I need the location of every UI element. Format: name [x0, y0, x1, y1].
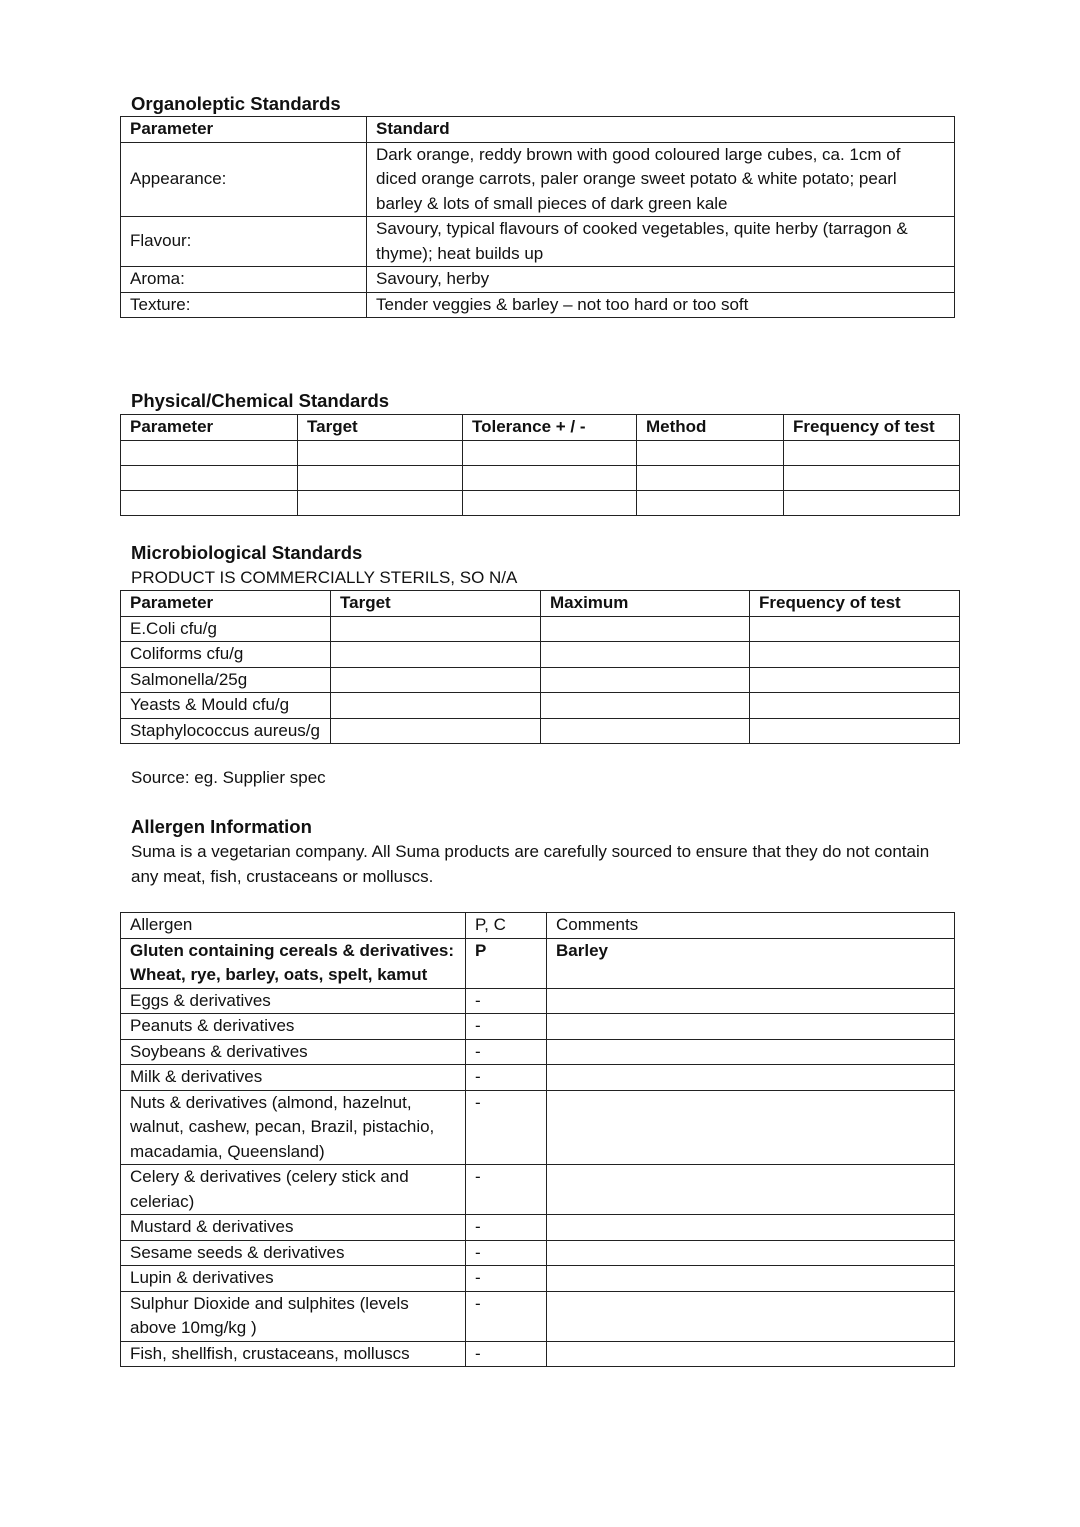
allergen-cell: Eggs & derivatives	[121, 988, 466, 1014]
table-header-row	[121, 117, 955, 143]
organoleptic-title: Organoleptic Standards	[131, 93, 341, 114]
parameter-cell: Aroma:	[121, 267, 367, 293]
comment-cell	[547, 1341, 955, 1367]
allergen-cell: Lupin & derivatives	[121, 1266, 466, 1292]
table-row	[121, 667, 960, 693]
header-cell: Parameter	[121, 117, 367, 143]
comment-cell	[547, 1240, 955, 1266]
table-row	[121, 1039, 955, 1065]
parameter-cell: Yeasts & Mould cfu/g	[121, 693, 331, 719]
table-row	[121, 1014, 955, 1040]
allergen-cell: Sulphur Dioxide and sulphites (levels above 10mg/kg )	[121, 1291, 466, 1341]
table-row	[121, 988, 955, 1014]
empty-cell	[121, 490, 298, 515]
standard-cell: Dark orange, reddy brown with good coloured large cubes, ca. 1cm of diced orange carrots, paler orange sweet potato & white potato; pearl barley & lots of small pieces of dark green kale	[367, 142, 955, 217]
table-row	[121, 1215, 955, 1241]
empty-cell	[784, 465, 960, 490]
empty-cell	[784, 440, 960, 465]
micro-title: Microbiological Standards	[131, 542, 363, 563]
pc-cell: -	[466, 1266, 547, 1292]
parameter-cell: Coliforms cfu/g	[121, 642, 331, 668]
parameter-cell: Appearance:	[121, 142, 367, 217]
allergen-cell: Mustard & derivatives	[121, 1215, 466, 1241]
pc-cell: -	[466, 1240, 547, 1266]
empty-cell	[121, 440, 298, 465]
header-cell: Maximum	[541, 591, 750, 617]
header-cell: Parameter	[121, 415, 298, 441]
empty-cell	[463, 490, 637, 515]
table-row	[121, 1240, 955, 1266]
allergen-cell: Gluten containing cereals & derivatives: Wheat, rye, barley, oats, spelt, kamut	[121, 938, 466, 988]
empty-cell	[298, 490, 463, 515]
table-row	[121, 267, 955, 293]
empty-cell	[331, 616, 541, 642]
table-row	[121, 292, 955, 318]
pc-cell: -	[466, 1039, 547, 1065]
empty-cell	[331, 667, 541, 693]
table-row	[121, 490, 960, 515]
allergen-title: Allergen Information	[131, 816, 312, 837]
parameter-cell: Staphylococcus aureus/g	[121, 718, 331, 744]
pc-cell: -	[466, 1291, 547, 1341]
empty-cell	[541, 642, 750, 668]
comment-cell: Barley	[547, 938, 955, 988]
table-row	[121, 693, 960, 719]
allergen-cell: Peanuts & derivatives	[121, 1014, 466, 1040]
pc-cell: P	[466, 938, 547, 988]
comment-cell	[547, 988, 955, 1014]
table-row	[121, 616, 960, 642]
header-cell: Target	[298, 415, 463, 441]
header-cell: P, C	[466, 913, 547, 939]
comment-cell	[547, 1014, 955, 1040]
comment-cell	[547, 1039, 955, 1065]
empty-cell	[331, 718, 541, 744]
header-cell: Target	[331, 591, 541, 617]
empty-cell	[331, 642, 541, 668]
empty-cell	[541, 693, 750, 719]
parameter-cell: Flavour:	[121, 217, 367, 267]
empty-cell	[750, 642, 960, 668]
empty-cell	[637, 490, 784, 515]
allergen-cell: Soybeans & derivatives	[121, 1039, 466, 1065]
empty-cell	[784, 490, 960, 515]
comment-cell	[547, 1291, 955, 1341]
pc-cell: -	[466, 1090, 547, 1165]
pc-cell: -	[466, 1165, 547, 1215]
standard-cell: Savoury, herby	[367, 267, 955, 293]
standard-cell: Tender veggies & barley – not too hard or too soft	[367, 292, 955, 318]
comment-cell	[547, 1065, 955, 1091]
allergen-cell: Celery & derivatives (celery stick and celeriac)	[121, 1165, 466, 1215]
comment-cell	[547, 1266, 955, 1292]
micro-source: Source: eg. Supplier spec	[131, 768, 326, 787]
comment-cell	[547, 1215, 955, 1241]
empty-cell	[463, 465, 637, 490]
allergen-cell: Milk & derivatives	[121, 1065, 466, 1091]
header-cell: Standard	[367, 117, 955, 143]
table-row	[121, 1341, 955, 1367]
parameter-cell: Salmonella/25g	[121, 667, 331, 693]
allergen-table	[120, 912, 955, 1367]
header-cell: Frequency of test	[784, 415, 960, 441]
table-row	[121, 1065, 955, 1091]
header-cell: Comments	[547, 913, 955, 939]
allergen-cell: Nuts & derivatives (almond, hazelnut, walnut, cashew, pecan, Brazil, pistachio, macadamia, Queensland)	[121, 1090, 466, 1165]
header-cell: Frequency of test	[750, 591, 960, 617]
standard-cell: Savoury, typical flavours of cooked vegetables, quite herby (tarragon & thyme); heat builds up	[367, 217, 955, 267]
empty-cell	[750, 718, 960, 744]
table-row	[121, 1291, 955, 1341]
empty-cell	[298, 465, 463, 490]
empty-cell	[298, 440, 463, 465]
table-row	[121, 465, 960, 490]
pc-cell: -	[466, 988, 547, 1014]
micro-note: PRODUCT IS COMMERCIALLY STERILS, SO N/A	[131, 568, 518, 587]
table-header-row	[121, 913, 955, 939]
pc-cell: -	[466, 1014, 547, 1040]
empty-cell	[637, 440, 784, 465]
table-header-row	[121, 415, 960, 441]
physical-title: Physical/Chemical Standards	[131, 390, 390, 411]
empty-cell	[331, 693, 541, 719]
table-row	[121, 1090, 955, 1165]
table-row	[121, 217, 955, 267]
pc-cell: -	[466, 1341, 547, 1367]
empty-cell	[463, 440, 637, 465]
allergen-cell: Fish, shellfish, crustaceans, molluscs	[121, 1341, 466, 1367]
pc-cell: -	[466, 1065, 547, 1091]
allergen-intro: Suma is a vegetarian company. All Suma products are carefully sourced to ensure that they do not contain any meat, fish, crustaceans or molluscs.	[131, 842, 930, 886]
physical-table	[120, 414, 960, 516]
empty-cell	[637, 465, 784, 490]
empty-cell	[541, 718, 750, 744]
header-cell: Method	[637, 415, 784, 441]
empty-cell	[541, 667, 750, 693]
header-cell: Tolerance + / -	[463, 415, 637, 441]
table-row	[121, 142, 955, 217]
table-row	[121, 440, 960, 465]
micro-table	[120, 590, 960, 744]
empty-cell	[750, 693, 960, 719]
comment-cell	[547, 1165, 955, 1215]
empty-cell	[750, 667, 960, 693]
parameter-cell: E.Coli cfu/g	[121, 616, 331, 642]
parameter-cell: Texture:	[121, 292, 367, 318]
allergen-cell: Sesame seeds & derivatives	[121, 1240, 466, 1266]
table-row	[121, 938, 955, 988]
table-row	[121, 642, 960, 668]
table-row	[121, 718, 960, 744]
table-row	[121, 1266, 955, 1292]
header-cell: Allergen	[121, 913, 466, 939]
table-row	[121, 1165, 955, 1215]
empty-cell	[541, 616, 750, 642]
table-header-row	[121, 591, 960, 617]
pc-cell: -	[466, 1215, 547, 1241]
organoleptic-table	[120, 116, 955, 318]
comment-cell	[547, 1090, 955, 1165]
empty-cell	[750, 616, 960, 642]
empty-cell	[121, 465, 298, 490]
header-cell: Parameter	[121, 591, 331, 617]
